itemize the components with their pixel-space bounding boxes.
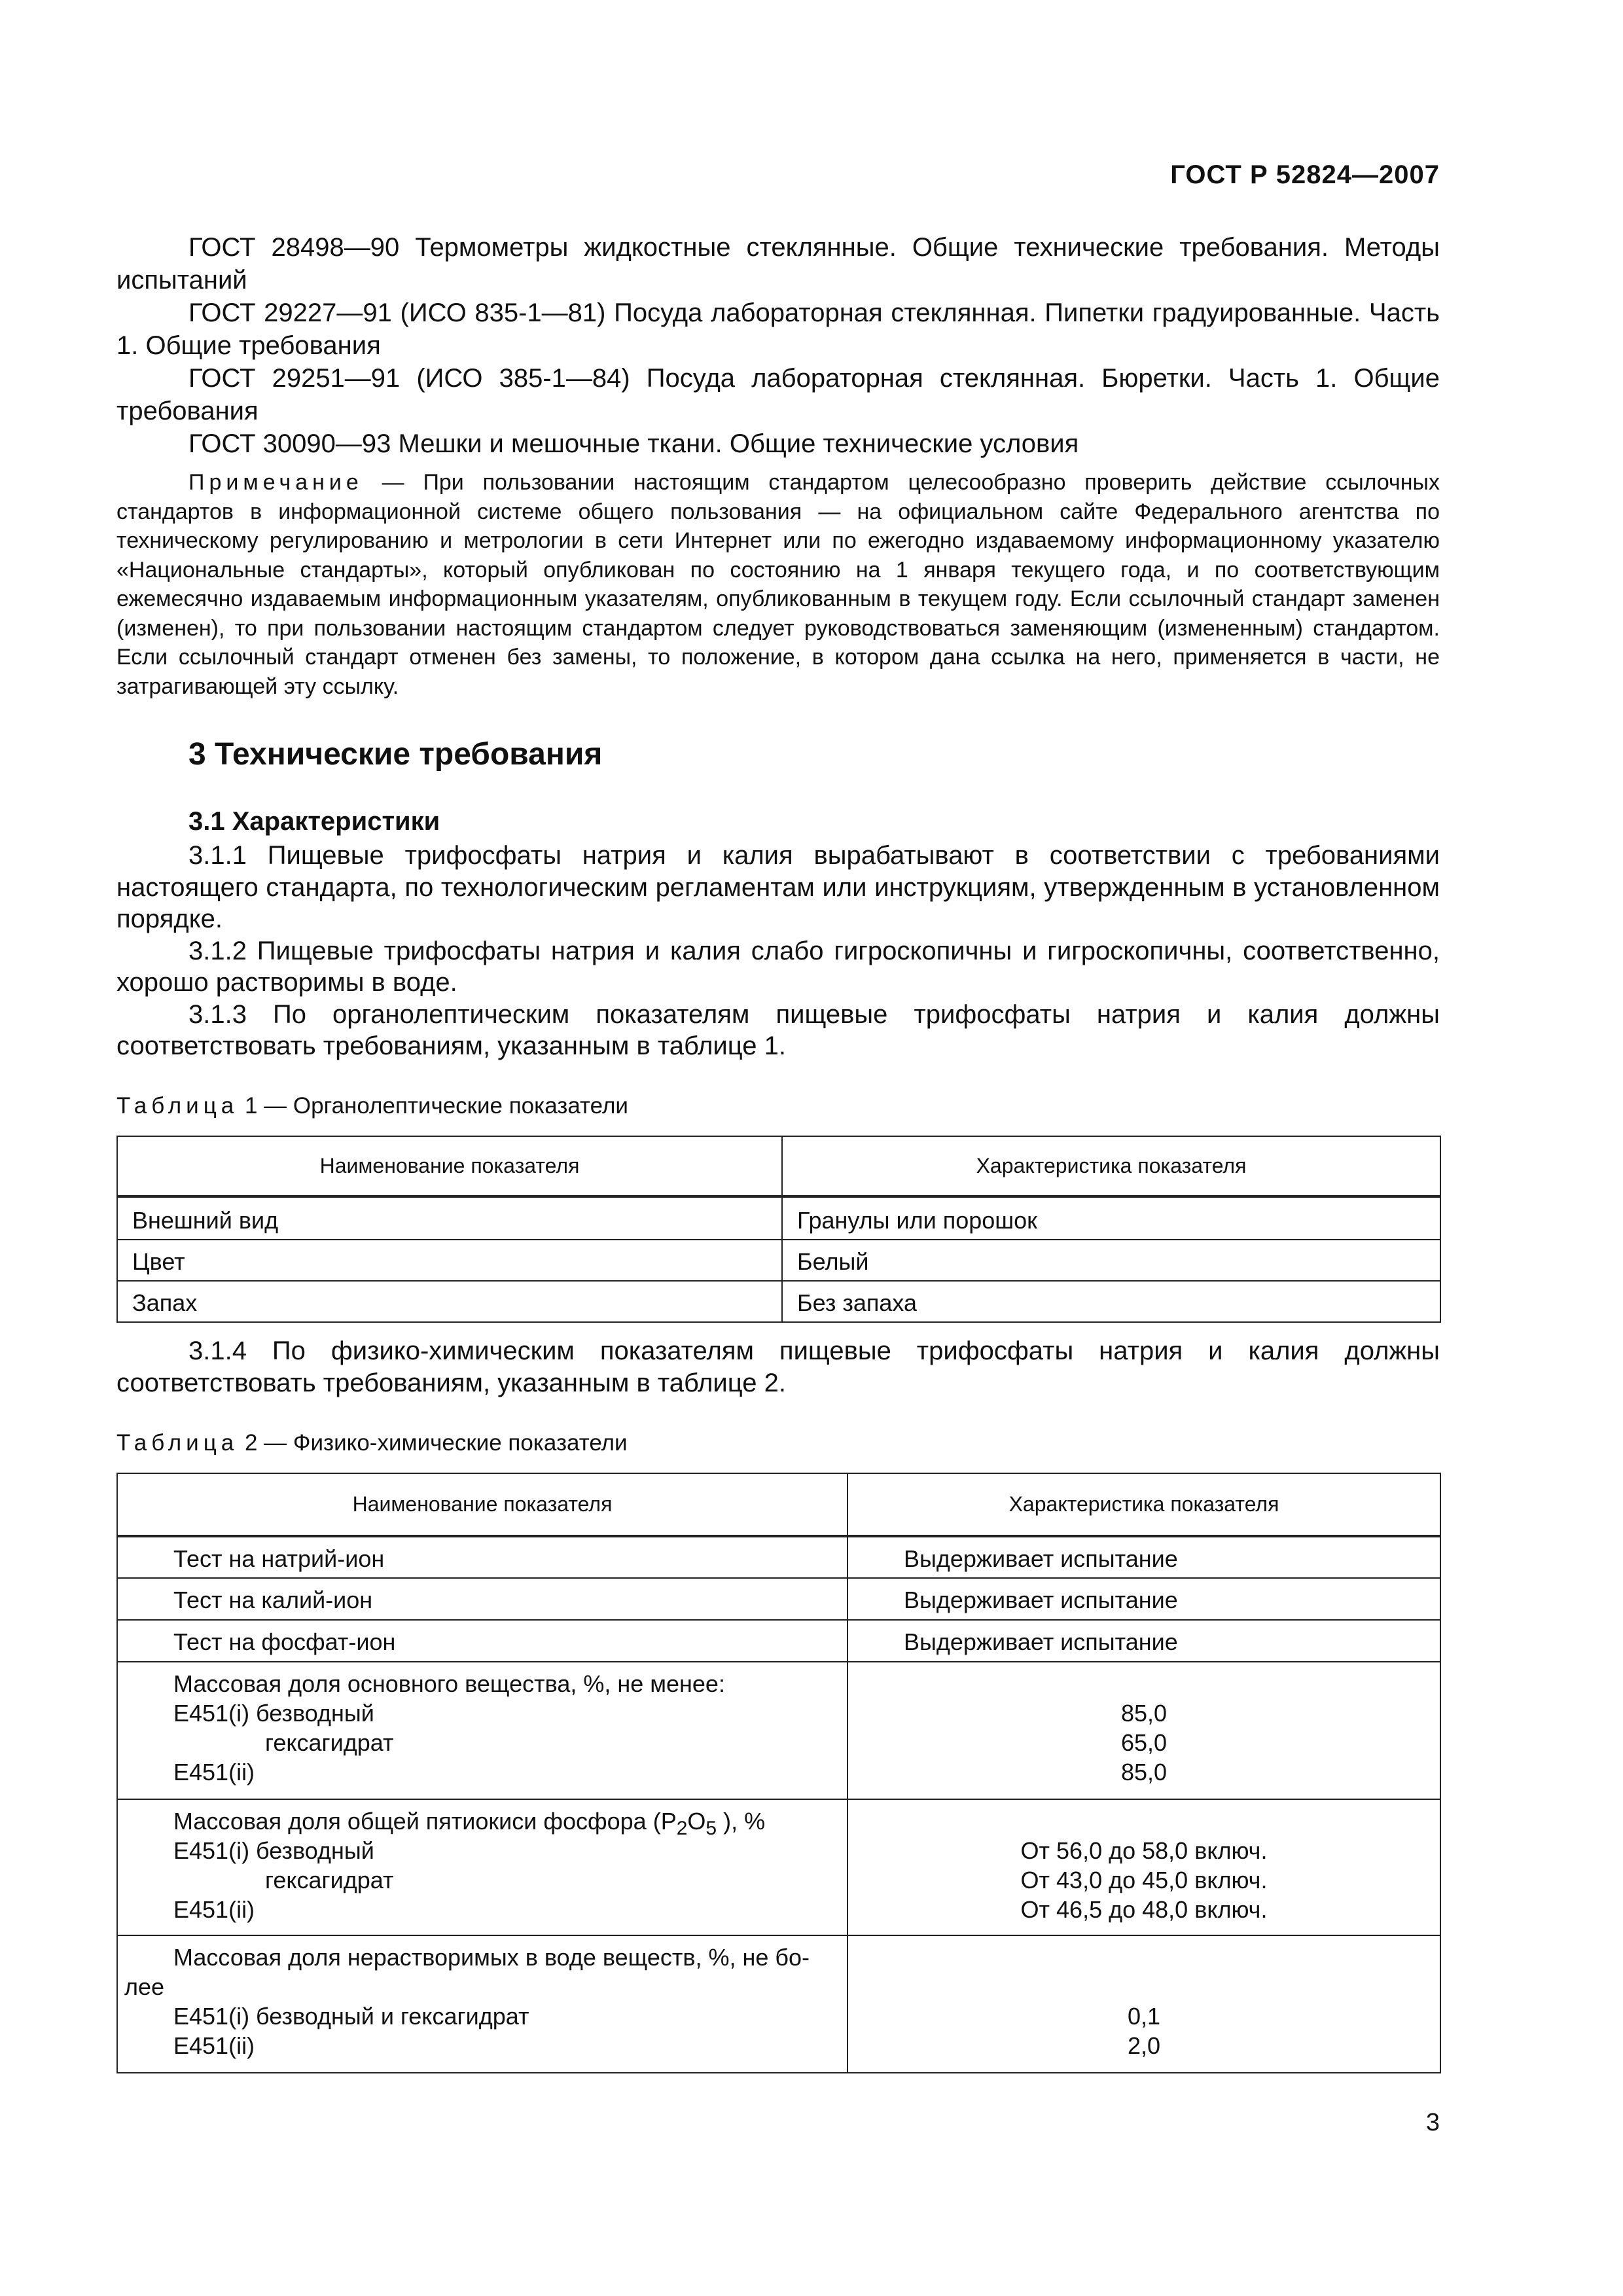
p2o5-value: От 46,5 до 48,0 включ. bbox=[1020, 1896, 1268, 1923]
p2o5-name bbox=[117, 1799, 847, 1935]
mass-main-value: 85,0 bbox=[1120, 1700, 1168, 1727]
p2o5-value: От 43,0 до 45,0 включ. bbox=[1020, 1867, 1268, 1893]
table2-caption-text: 2 — Физико-химические показатели bbox=[244, 1430, 628, 1456]
subsection-title: 3.1 Характеристики bbox=[188, 807, 440, 836]
table1-caption bbox=[116, 1093, 628, 1119]
note-label: Примечание bbox=[188, 470, 363, 495]
reference-item: ГОСТ 30090—93 Мешки и мешочные ткани. Общие технические условия bbox=[188, 429, 1079, 458]
reference-item: ГОСТ 29227—91 (ИСО 835-1—81) Посуда лабораторная стеклянная. Пипетки градуированные. Часть 1. Общие требования bbox=[116, 298, 1440, 360]
table-row bbox=[117, 1281, 1440, 1322]
note-text: — При пользовании настоящим стандартом целесообразно проверить действие ссылочных стандартов в информационной системе общего пользования — на официальном сайте Федерального агентства по техническому регулированию и метрологии в сети Интернет или по ежегодно издаваемому информационному указателю «Национальные стандарты», который опубликован по состоянию на 1 января текущего года, и по соответствующим ежемесячно издаваемым информационным указателям, опубликованным в текущем году. Если ссылочный стандарт заменен (изменен), то при пользовании настоящим стандартом следует руководствоваться заменяющим (измененным) стандартом. Если ссылочный стандарт отменен без замены, то положение, в котором дана ссылка на него, применяется в части, не затрагивающей эту ссылку. bbox=[116, 470, 1440, 699]
table1-header: Наименование показателя bbox=[117, 1136, 782, 1196]
p2o5-line: гексагидрат bbox=[265, 1867, 394, 1893]
insoluble-values bbox=[847, 1935, 1440, 2073]
p2o5-value: От 56,0 до 58,0 включ. bbox=[1020, 1837, 1268, 1864]
mass-main-name bbox=[117, 1662, 847, 1799]
table1-cell: Цвет bbox=[117, 1240, 782, 1281]
insoluble-value: 0,1 bbox=[1127, 2003, 1161, 2030]
table2-cell: Выдерживает испытание bbox=[847, 1578, 1440, 1620]
table-row bbox=[117, 1196, 1440, 1240]
table-physicochemical bbox=[116, 1473, 1441, 2073]
mass-main-line: Е451(i) безводный bbox=[173, 1700, 374, 1727]
paragraph-3-1-4: 3.1.4 По физико-химическим показателям пищевые трифосфаты натрия и калия должны соответствовать требованиям, указанным в таблице 2. bbox=[116, 1336, 1440, 1397]
insoluble-line: Е451(ii) bbox=[173, 2032, 255, 2059]
note bbox=[116, 468, 1440, 701]
table2-header: Характеристика показателя bbox=[847, 1473, 1440, 1536]
table2-cell: Тест на натрий-ион bbox=[117, 1536, 847, 1578]
paragraph-3-1-4-block bbox=[116, 1335, 1440, 1399]
table1-cell: Запах bbox=[117, 1281, 782, 1322]
insoluble-name bbox=[117, 1935, 847, 2073]
p2o5-title-post: ), % bbox=[717, 1808, 766, 1835]
table-row bbox=[117, 1620, 1440, 1662]
page-number: 3 bbox=[1425, 2109, 1440, 2136]
p2o5-subscript: 2 bbox=[676, 1818, 688, 1840]
p2o5-line: Е451(i) безводный bbox=[173, 1837, 374, 1864]
table-row bbox=[117, 1536, 1440, 1578]
table-row bbox=[117, 1935, 1440, 2073]
normative-references bbox=[116, 231, 1440, 460]
table1-cell: Гранулы или порошок bbox=[782, 1196, 1440, 1240]
insoluble-line: Е451(i) безводный и гексагидрат bbox=[173, 2003, 529, 2030]
reference-item: ГОСТ 28498—90 Термометры жидкостные стеклянные. Общие технические требования. Методы испытаний bbox=[116, 233, 1440, 295]
table1-cell: Внешний вид bbox=[117, 1196, 782, 1240]
insoluble-title-cont: лее bbox=[124, 1973, 165, 2000]
table-row bbox=[117, 1578, 1440, 1620]
p2o5-subscript: 5 bbox=[705, 1818, 717, 1840]
table1-caption-text: 1 — Органолептические показатели bbox=[244, 1093, 628, 1119]
insoluble-value: 2,0 bbox=[1127, 2032, 1161, 2059]
mass-main-value: 65,0 bbox=[1120, 1729, 1168, 1756]
table1-label: Таблица bbox=[116, 1093, 239, 1119]
mass-main-title: Массовая доля основного вещества, %, не менее: bbox=[173, 1670, 725, 1697]
mass-main-line: гексагидрат bbox=[265, 1729, 394, 1756]
insoluble-title: Массовая доля нерастворимых в воде веществ, %, не бо- bbox=[173, 1944, 810, 1971]
table2-cell: Выдерживает испытание bbox=[847, 1536, 1440, 1578]
document-id: ГОСТ Р 52824—2007 bbox=[1170, 160, 1440, 189]
paragraphs-3-1-1-to-3 bbox=[116, 840, 1440, 1062]
table2-cell: Тест на фосфат-ион bbox=[117, 1620, 847, 1662]
table-row bbox=[117, 1240, 1440, 1281]
p2o5-line: Е451(ii) bbox=[173, 1896, 255, 1923]
mass-main-line: Е451(ii) bbox=[173, 1759, 255, 1785]
table-row bbox=[117, 1662, 1440, 1799]
table2-header: Наименование показателя bbox=[117, 1473, 847, 1536]
p2o5-title-pre: Массовая доля общей пятиокиси фосфора (P bbox=[173, 1808, 677, 1835]
mass-main-values bbox=[847, 1662, 1440, 1799]
table-row bbox=[117, 1799, 1440, 1935]
paragraph-3-1-3: 3.1.3 По органолептическим показателям пищевые трифосфаты натрия и калия должны соответствовать требованиям, указанным в таблице 1. bbox=[116, 999, 1440, 1060]
table2-caption bbox=[116, 1430, 628, 1456]
reference-item: ГОСТ 29251—91 (ИСО 385-1—84) Посуда лабораторная стеклянная. Бюретки. Часть 1. Общие требования bbox=[116, 364, 1440, 425]
p2o5-title-mid: O bbox=[687, 1808, 706, 1835]
paragraph-3-1-2: 3.1.2 Пищевые трифосфаты натрия и калия слабо гигроскопичны и гигроскопичны, соответственно, хорошо растворимы в воде. bbox=[116, 936, 1440, 997]
table-organoleptic bbox=[116, 1136, 1441, 1323]
table2-cell: Тест на калий-ион bbox=[117, 1578, 847, 1620]
p2o5-title bbox=[173, 1808, 847, 1840]
paragraph-3-1-1: 3.1.1 Пищевые трифосфаты натрия и калия вырабатывают в соответствии с требованиями настоящего стандарта, по технологическим регламентам или инструкциям, утвержденным в установленном порядке. bbox=[116, 841, 1440, 933]
table1-cell: Белый bbox=[782, 1240, 1440, 1281]
p2o5-values bbox=[847, 1799, 1440, 1935]
table2-cell: Выдерживает испытание bbox=[847, 1620, 1440, 1662]
table1-header: Характеристика показателя bbox=[782, 1136, 1440, 1196]
section-title: 3 Технические требования bbox=[188, 737, 603, 772]
table1-cell: Без запаха bbox=[782, 1281, 1440, 1322]
mass-main-value: 85,0 bbox=[1120, 1759, 1168, 1785]
table2-label: Таблица bbox=[116, 1430, 239, 1456]
